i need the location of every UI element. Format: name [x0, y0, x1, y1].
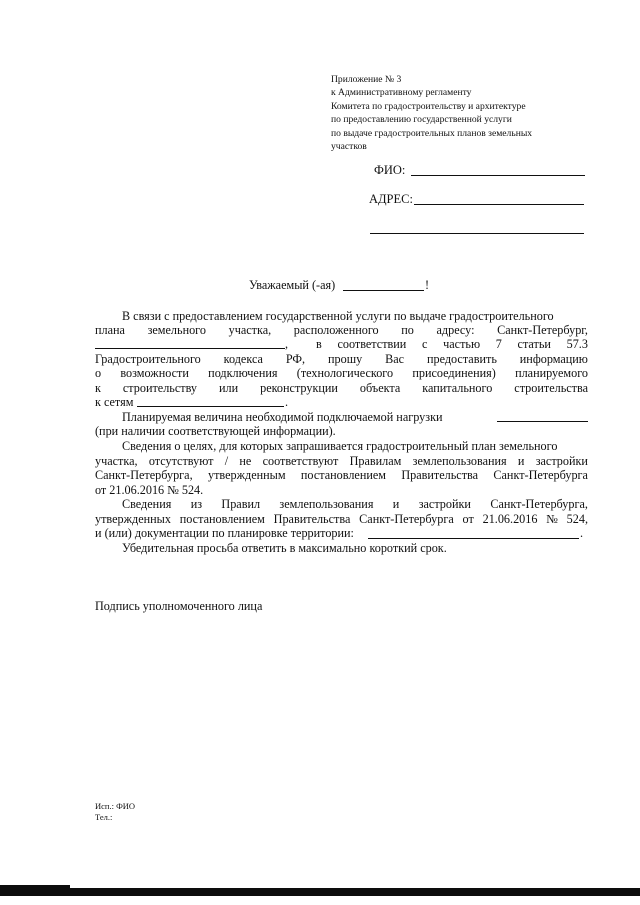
- word: постановлением: [300, 468, 386, 482]
- paragraph2-line1: Планируемая величина необходимой подключаемой нагрузки: [122, 410, 443, 424]
- paragraph5-text: Убедительная просьба ответить в максимально короткий срок.: [122, 541, 447, 555]
- paragraph4-line3-start: и (или) документации по планировке территории:: [95, 526, 354, 540]
- load-blank-line[interactable]: [497, 421, 588, 422]
- word: по: [401, 323, 414, 337]
- attachment-line: Приложение № 3: [331, 74, 402, 85]
- word: или: [219, 381, 239, 395]
- word: Правительства: [273, 512, 351, 526]
- signature-label: Подпись уполномоченного лица: [95, 599, 263, 613]
- paragraph4-line1: [122, 497, 588, 512]
- word: постановлением: [179, 512, 265, 526]
- word: из: [190, 497, 203, 511]
- word: землепользования: [412, 454, 507, 468]
- word: строительства: [514, 381, 588, 395]
- word: Санкт-Петербурга: [359, 512, 454, 526]
- attachment-line: по предоставлению государственной услуги: [331, 114, 512, 126]
- word: предоставить: [426, 352, 497, 366]
- word: о: [95, 366, 102, 380]
- word: частью: [443, 337, 481, 351]
- word: плана: [95, 323, 125, 337]
- word: к: [95, 381, 101, 395]
- word: адресу:: [436, 323, 475, 337]
- paragraph1-line7-end: .: [285, 395, 289, 409]
- word: 524,: [566, 512, 588, 526]
- phone-label: Тел.:: [95, 812, 113, 822]
- word: Санкт-Петербурга: [493, 468, 588, 482]
- word: утвержденных: [95, 512, 171, 526]
- word: присоединения): [412, 366, 496, 380]
- word: Вас: [385, 352, 405, 366]
- paragraph3-line1: Сведения о целях, для которых запрашивается градостроительный план земельного: [122, 439, 558, 453]
- word: застройки: [535, 454, 588, 468]
- word: от: [462, 512, 474, 526]
- address-blank-line[interactable]: [95, 348, 285, 349]
- word: с: [422, 337, 428, 351]
- paragraph1-line1: В связи с предоставлением государственной услуги по выдаче градостроительного: [122, 309, 554, 323]
- attachment-line: участков: [331, 141, 367, 153]
- paragraph1-comma: ,: [285, 337, 289, 351]
- paragraph1-line7-start: к сетям: [95, 395, 134, 409]
- word: 57.3: [566, 337, 588, 351]
- word: Санкт-Петербурга,: [490, 497, 588, 511]
- paragraph4-line2: [95, 512, 588, 527]
- word: реконструкции: [260, 381, 338, 395]
- word: Правилам: [349, 454, 402, 468]
- word: Правительства: [401, 468, 479, 482]
- word: 7: [495, 337, 502, 351]
- word: Санкт-Петербурга,: [95, 468, 193, 482]
- attachment-line: к Административному регламенту: [331, 87, 472, 99]
- attachment-line: Комитета по градостроительству и архитектуре: [331, 100, 526, 112]
- paragraph1-line3: [316, 337, 588, 352]
- word: отсутствуют: [148, 454, 214, 468]
- word: статьи: [517, 337, 551, 351]
- word: Градостроительного: [95, 352, 201, 366]
- fio-field-line[interactable]: [411, 175, 585, 176]
- fio-label: ФИО:: [374, 163, 406, 177]
- word: и: [392, 497, 400, 511]
- word: участка,: [228, 323, 272, 337]
- word: №: [546, 512, 558, 526]
- attachment-line: по выдаче градостроительных планов земельных: [331, 127, 533, 139]
- word: подключения: [208, 366, 278, 380]
- paragraph1-line2: [95, 323, 588, 338]
- word: утвержденным: [207, 468, 286, 482]
- greeting-exclamation: !: [425, 278, 430, 292]
- word: соответствуют: [262, 454, 339, 468]
- paragraph3-line2: [95, 454, 588, 469]
- word: Санкт-Петербург,: [497, 323, 588, 337]
- word: РФ,: [285, 352, 306, 366]
- word: возможности: [120, 366, 189, 380]
- word: планируемого: [515, 366, 588, 380]
- word: и: [517, 454, 525, 468]
- word: земельного: [147, 323, 206, 337]
- greeting-text: Уважаемый (-ая): [249, 278, 336, 292]
- word: участка,: [95, 454, 138, 468]
- word: застройки: [418, 497, 471, 511]
- paragraph1-line4: [95, 352, 588, 367]
- greeting-name-line[interactable]: [343, 290, 424, 291]
- word: Сведения: [122, 497, 172, 511]
- address-field-line[interactable]: [414, 204, 584, 205]
- word: прошу: [327, 352, 363, 366]
- word: расположенного: [293, 323, 379, 337]
- paragraph2-line2: (при наличии соответствующей информации).: [95, 424, 336, 438]
- planning-docs-blank-line[interactable]: [368, 538, 579, 539]
- paragraph1-line5: [95, 366, 588, 381]
- word: не: [239, 454, 252, 468]
- address-label: АДРЕС:: [369, 192, 413, 206]
- scan-bottom-bar: [0, 888, 640, 896]
- paragraph4-line3-end: .: [580, 526, 584, 540]
- word: в: [316, 337, 322, 351]
- paragraph3-line4: от 21.06.2016 № 524.: [95, 483, 204, 497]
- word: (технологического: [296, 366, 394, 380]
- word: 21.06.2016: [482, 512, 538, 526]
- word: соответствии: [337, 337, 407, 351]
- address-extra-line[interactable]: [370, 233, 584, 234]
- executor-label: Исп.: ФИО: [95, 801, 136, 811]
- paragraph1-line6: [95, 381, 588, 396]
- word: кодекса: [223, 352, 263, 366]
- word: капитального: [422, 381, 493, 395]
- paragraph3-line3: [95, 468, 588, 483]
- networks-blank-line[interactable]: [137, 406, 284, 407]
- word: землепользования: [279, 497, 374, 511]
- word: строительству: [122, 381, 198, 395]
- word: /: [224, 454, 229, 468]
- word: информацию: [519, 352, 588, 366]
- attachment-header: [331, 73, 532, 153]
- word: объекта: [359, 381, 401, 395]
- word: Правил: [221, 497, 261, 511]
